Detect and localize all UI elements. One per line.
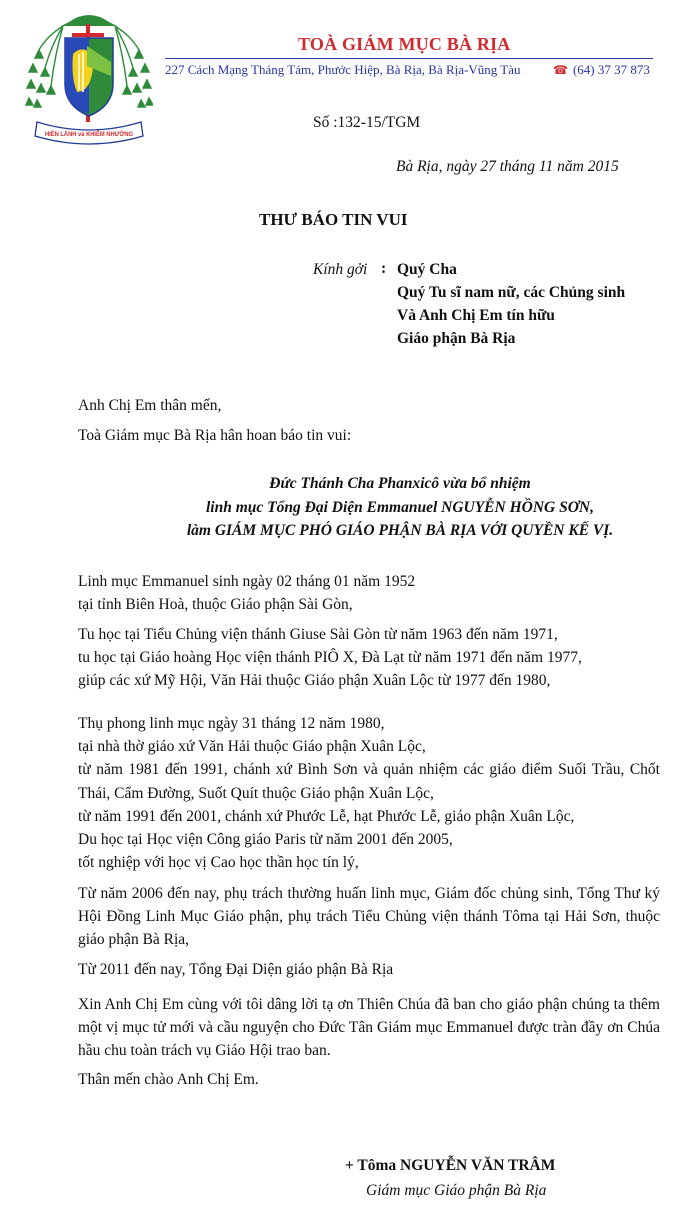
recipient-line: Quý Tu sĩ nam nữ, các Chủng sinh [397, 284, 626, 301]
organization-phone [553, 62, 650, 78]
bio-2011-paragraph: Từ 2011 đến nay, Tổng Đại Diện giáo phận Bà Rịa [78, 961, 394, 978]
tassels-right-icon [115, 26, 153, 107]
recipient-line: Giáo phận Bà Rịa [397, 330, 516, 347]
signature-name: + Tôma NGUYỄN VĂN TRÂM [345, 1157, 556, 1174]
diocese-coat-of-arms [25, 6, 153, 152]
recipient-line: Và Anh Chị Em tín hữu [397, 307, 555, 324]
organization-name: TOÀ GIÁM MỤC BÀ RỊA [298, 34, 511, 54]
bio-2006-paragraph: Từ năm 2006 đến nay, phụ trách thường huấn linh mục, Giám đốc chủng sinh, Tổng Thư ký Hội Đồng Linh Mục Giáo phận, phụ trách Tiểu Chủng viện thánh Tôma tại Hải Sơn, thuộc giáo phận Bà Rịa, [78, 885, 660, 949]
signature-title: Giám mục Giáo phận Bà Rịa [366, 1182, 547, 1199]
motto-text: HIỀN LÀNH và KHIÊM NHƯỜNG [45, 131, 149, 138]
prayer-paragraph: Xin Anh Chị Em cùng với tôi dâng lời tạ ơn Thiên Chúa đã ban cho giáo phận chúng ta thêm một vị mục tử mới và cầu nguyện cho Đức Tân Giám mục Emmanuel được tràn đầy ơn Chúa hầu chu toàn trách vụ Giáo Hội trao ban. [78, 996, 660, 1060]
telephone-icon: ☎ [553, 63, 568, 77]
recipient-line: Quý Cha [397, 261, 457, 278]
header-divider [165, 58, 653, 59]
intro-paragraph: Toà Giám mục Bà Rịa hân hoan báo tin vui: [78, 427, 352, 444]
announcement-line: linh mục Tổng Đại Diện Emmanuel NGUYỄN HỒNG SƠN, [206, 498, 594, 516]
phone-number: (64) 37 37 873 [572, 62, 650, 77]
tassels-left-icon [26, 26, 63, 107]
greeting: Anh Chị Em thân mến, [78, 397, 222, 414]
organization-address: 227 Cách Mạng Tháng Tám, Phước Hiệp, Bà Rịa, Bà Rịa-Vũng Tàu [165, 62, 521, 77]
appointment-announcement [150, 472, 650, 543]
announcement-line: làm GIÁM MỤC PHÓ GIÁO PHẬN BÀ RỊA VỚI QUYỀN KẾ VỊ. [186, 522, 614, 540]
bio-paris-paragraph: Du học tại Học viện Công giáo Paris từ năm 2001 đến 2005, tốt nghiệp với học vị Cao học thần học tín lý, [78, 831, 453, 872]
closing-line: Thân mến chào Anh Chị Em. [78, 1071, 259, 1088]
bio-birth-paragraph: Linh mục Emmanuel sinh ngày 02 tháng 01 năm 1952 tại tỉnh Biên Hoà, thuộc Giáo phận Sài Gòn, [78, 573, 416, 614]
bio-ordination-paragraph: Thụ phong linh mục ngày 31 tháng 12 năm 1980, tại nhà thờ giáo xứ Văn Hải thuộc Giáo phận Xuân Lộc, từ năm 1981 đến 1991, chánh xứ Bình Sơn và quản nhiệm các giáo điểm Suối Trầu, Chốt Thái, Cẩm Đường, Suốt Quít thuộc Giáo phận Xuân Lộc, từ năm 1991 đến 2001, chánh xứ Phước Lễ, hạt Phước Lễ, giáo phận Xuân Lộc, [78, 715, 660, 825]
salutation-colon: : [381, 260, 387, 277]
letter-date: Bà Rịa, ngày 27 tháng 11 năm 2015 [396, 158, 619, 175]
salutation-label: Kính gởi [313, 261, 368, 278]
letter-title: THƯ BÁO TIN VUI [259, 210, 408, 229]
announcement-line: Đức Thánh Cha Phanxicô vừa bổ nhiệm [269, 475, 531, 492]
reference-number: Số :132-15/TGM [313, 114, 421, 131]
bio-study-paragraph: Tu học tại Tiểu Chủng viện thánh Giuse Sài Gòn từ năm 1963 đến năm 1971, tu học tại Giáo hoàng Học viện thánh PIÔ X, Đà Lạt từ năm 1971 đến năm 1977, giúp các xứ Mỹ Hội, Văn Hải thuộc Giáo phận Xuân Lộc từ 1977 đến 1980, [78, 626, 582, 690]
